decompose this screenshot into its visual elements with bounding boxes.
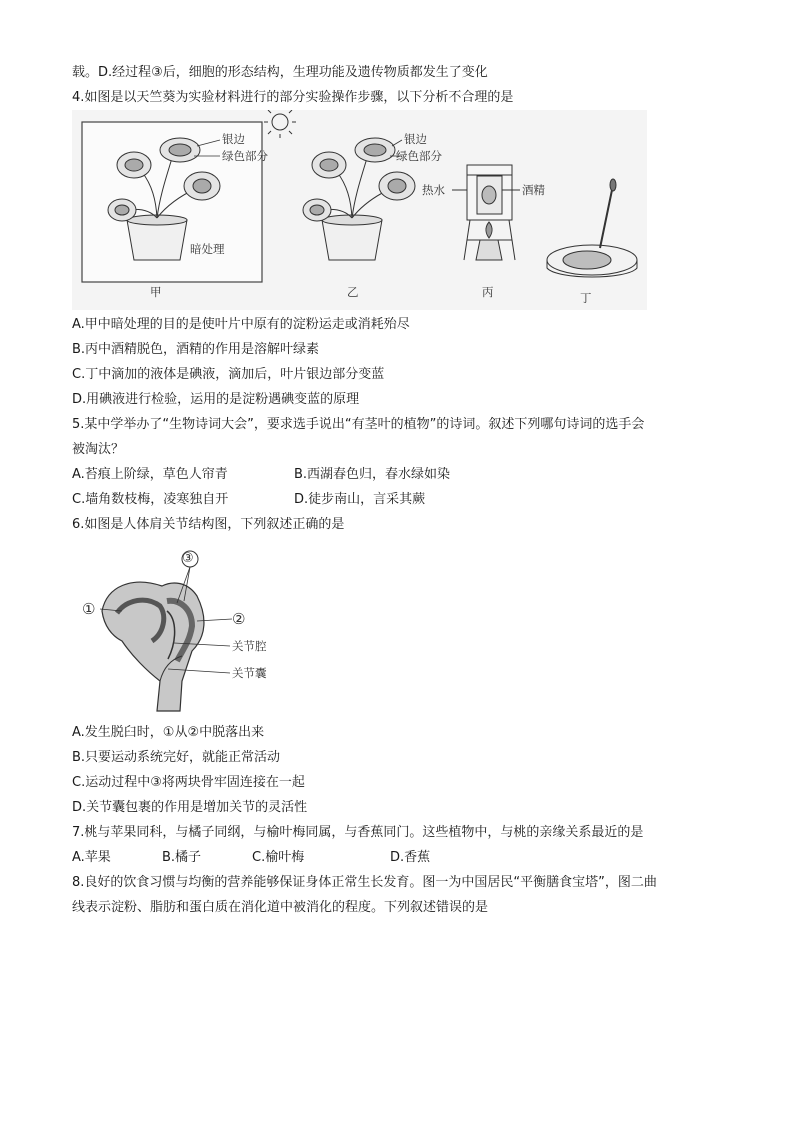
shoulder-joint-figure — [72, 541, 282, 716]
question-8-stem-line-2: 线表示淀粉、脂肪和蛋白质在消化道中被消化的程度。下列叙述错误的是 — [72, 900, 489, 915]
label-ding: 丁 — [580, 291, 592, 305]
question-6-option-b: B.只要运动系统完好，就能正常活动 — [72, 750, 281, 765]
question-4-stem: 4.如图是以天竺葵为实验材料进行的部分实验操作步骤，以下分析不合理的是 — [72, 90, 514, 105]
question-7-option-d: D.香蕉 — [390, 850, 431, 865]
question-4-option-d: D.用碘液进行检验，运用的是淀粉遇碘变蓝的原理 — [72, 392, 360, 407]
label-number-2: ② — [232, 610, 246, 628]
label-number-1: ① — [82, 600, 96, 618]
question-6-option-c: C.运动过程中③将两块骨牢固连接在一起 — [72, 775, 305, 790]
question-5-stem-line-2: 被淘汰？ — [72, 442, 125, 457]
shoulder-joint-drawing — [72, 541, 282, 716]
question-5-options-row-1 — [72, 462, 732, 487]
question-4-option-b: B.丙中酒精脱色，酒精的作用是溶解叶绿素 — [72, 342, 320, 357]
question-5-options-row-2 — [72, 487, 732, 512]
label-silver-edge-jia: 银边 — [222, 132, 245, 146]
question-6-option-d: D.关节囊包裹的作用是增加关节的灵活性 — [72, 800, 308, 815]
label-number-3: ③ — [182, 551, 194, 566]
question-7-stem: 7.桃与苹果同科，与橘子同纲，与榆叶梅同属，与香蕉同门。这些植物中，与桃的亲缘关系最近的是 — [72, 825, 644, 840]
question-7-option-b: B.橘子 — [162, 850, 202, 865]
label-dark-treatment: 暗处理 — [190, 242, 225, 256]
question-5-option-c: C.墙角数枝梅，凌寒独自开 — [72, 492, 229, 507]
question-5-option-b: B.西湖春色归，春水绿如染 — [294, 467, 451, 482]
label-silver-edge-yi: 银边 — [404, 132, 427, 146]
label-bing: 丙 — [482, 285, 494, 299]
label-joint-capsule: 关节囊 — [232, 666, 267, 680]
label-alcohol: 酒精 — [522, 183, 545, 197]
question-8-stem-line-1: 8.良好的饮食习惯与均衡的营养能够保证身体正常生长发育。图一为中国居民“平衡膳食宝塔”，图二曲 — [72, 875, 657, 890]
geranium-experiment-drawing — [72, 110, 647, 310]
geranium-experiment-figure — [72, 110, 647, 310]
label-hot-water: 热水 — [422, 183, 445, 197]
question-5-stem-line-1: 5.某中学举办了“生物诗词大会”，要求选手说出“有茎叶的植物”的诗词。叙述下列哪句诗词的选手会 — [72, 417, 645, 432]
label-green-part-jia: 绿色部分 — [222, 149, 268, 163]
question-6-option-a: A.发生脱臼时，①从②中脱落出来 — [72, 725, 265, 740]
label-yi: 乙 — [347, 285, 359, 299]
label-jia: 甲 — [150, 285, 162, 299]
question-7-options — [72, 845, 732, 870]
page — [72, 60, 732, 920]
question-4-option-a: A.甲中暗处理的目的是使叶片中原有的淀粉运走或消耗殆尽 — [72, 317, 410, 332]
question-7-option-a: A.苹果 — [72, 850, 111, 865]
text-line: 载。D.经过程③后，细胞的形态结构，生理功能及遗传物质都发生了变化 — [72, 65, 488, 80]
question-4-option-c: C.丁中滴加的液体是碘液，滴加后，叶片银边部分变蓝 — [72, 367, 385, 382]
label-joint-cavity: 关节腔 — [232, 639, 267, 653]
question-5-option-d: D.徒步南山，言采其蕨 — [294, 492, 426, 507]
question-5-option-a: A.苔痕上阶绿，草色人帘青 — [72, 467, 228, 482]
question-7-option-c: C.榆叶梅 — [252, 850, 305, 865]
question-6-stem: 6.如图是人体肩关节结构图，下列叙述正确的是 — [72, 517, 345, 532]
label-green-part-yi: 绿色部分 — [396, 149, 442, 163]
